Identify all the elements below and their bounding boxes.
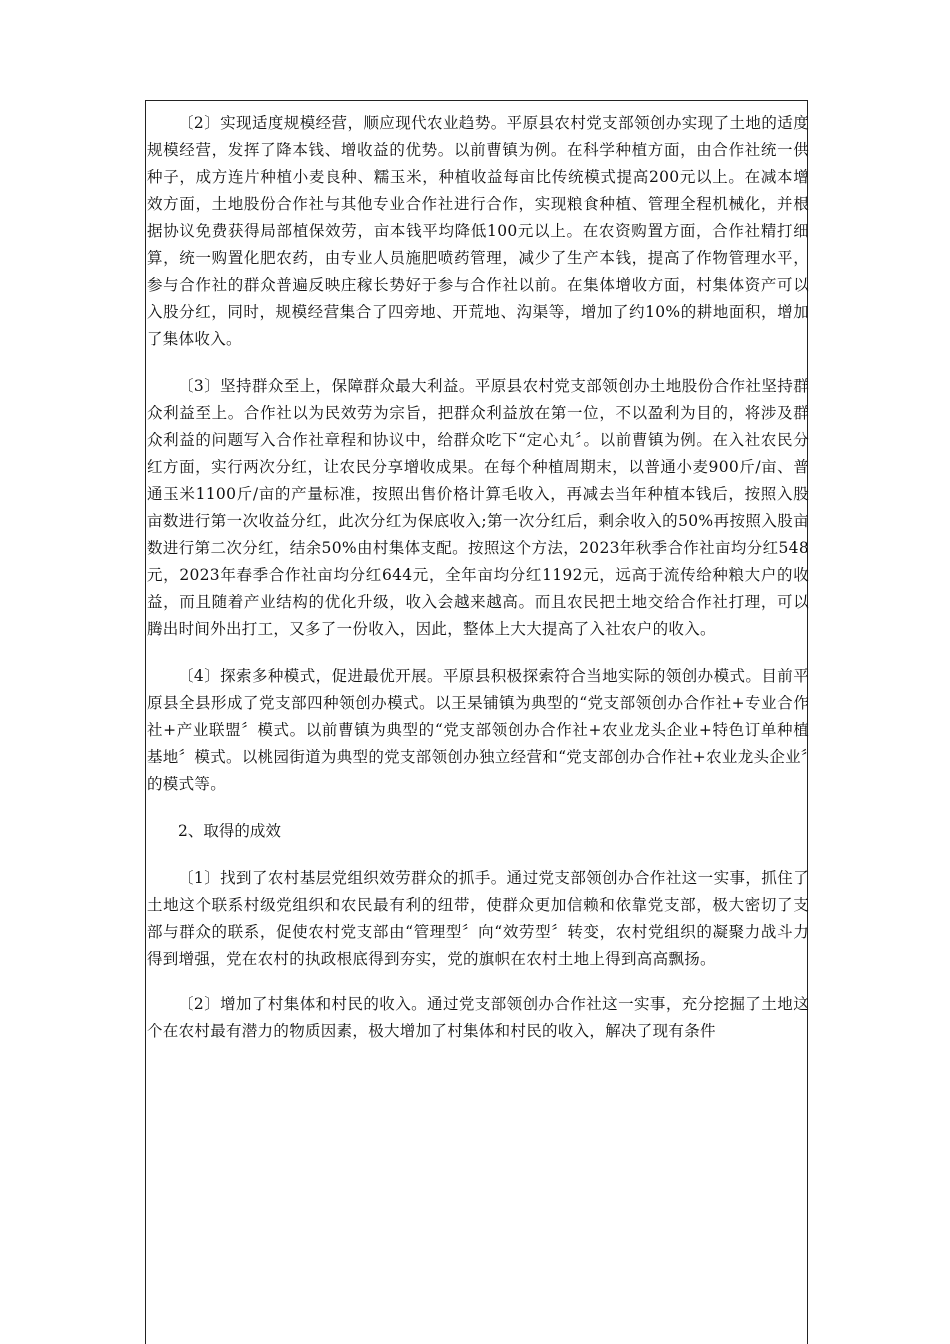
paragraph-multiple-models: 〔4〕探索多种模式，促进最优开展。平原县积极探索符合当地实际的领创办模式。目前平原县全县形成了党支部四种领创办模式。以王杲铺镇为典型的“党支部领创办合作社+专业合作社+产业联盟〞模式。以前曹镇为典型的“党支部领创办合作社+农业龙头企业+特色订单种植基地〞模式。以桃园街道为典型的党支部领创办独立经营和“党支部创办合作社+农业龙头企业〞的模式等。	[147, 667, 809, 793]
paragraph-scale-operation: 〔2〕实现适度规模经营，顺应现代农业趋势。平原县农村党支部领创办实现了土地的适度规模经营，发挥了降本钱、增收益的优势。以前曹镇为例。在科学种植方面，由合作社统一供种子，成方连片种植小麦良种、糯玉米，种植收益每亩比传统模式提高200元以上。在减本增效方面，土地股份合作社与其他专业合作社进行合作，实现粮食种植、管理全程机械化，并根据协议免费获得局部植保效劳，亩本钱平均降低100元以上。在农资购置方面，合作社精打细算，统一购置化肥农药，由专业人员施肥喷药管理，减少了生产本钱，提高了作物管理水平，参与合作社的群众普遍反映庄稼长势好于参与合作社以前。在集体增收方面，村集体资产可以入股分红，同时，规模经营集合了四旁地、开荒地、沟渠等，增加了约10%的耕地面积，增加了集体收入。	[147, 114, 809, 348]
section-heading-results: 2、取得的成效	[178, 822, 281, 840]
paragraph-people-first: 〔3〕坚持群众至上，保障群众最大利益。平原县农村党支部领创办土地股份合作社坚持群众利益至上。合作社以为民效劳为宗旨，把群众利益放在第一位，不以盈利为目的，将涉及群众利益的问题写入合作社章程和协议中，给群众吃下“定心丸〞。以前曹镇为例。在入社农民分红方面，实行两次分红，让农民分享增收成果。在每个种植周期末，以普通小麦900斤/亩、普通玉米1100斤/亩的产量标准，按照出售价格计算毛收入，再减去当年种植本钱后，按照入股亩数进行第一次收益分红，此次分红为保底收入;第一次分红后，剩余收入的50%再按照入股亩数进行第二次分红，结余50%由村集体支配。按照这个方法，2023年秋季合作社亩均分红548元，2023年春季合作社亩均分红644元，全年亩均分红1192元，远高于流传给种粮大户的收益，而且随着产业结构的优化升级，收入会越来越高。而且农民把土地交给合作社打理，可以腾出时间外出打工，又多了一份收入，因此，整体上大大提高了入社农户的收入。	[147, 377, 809, 638]
paragraph-grassroots-service: 〔1〕找到了农村基层党组织效劳群众的抓手。通过党支部领创办合作社这一实事，抓住了土地这个联系村级党组织和农民最有利的纽带，使群众更加信赖和依靠党支部，极大密切了支部与群众的联系，促使农村党支部由“管理型〞向“效劳型〞转变，农村党组织的凝聚力战斗力得到增强，党在农村的执政根底得到夯实，党的旗帜在农村土地上得到高高飘扬。	[147, 869, 809, 968]
paragraph-income-increase: 〔2〕增加了村集体和村民的收入。通过党支部领创办合作社这一实事，充分挖掘了土地这个在农村最有潜力的物质因素，极大增加了村集体和村民的收入，解决了现有条件	[147, 995, 809, 1040]
document-body	[147, 110, 809, 1063]
